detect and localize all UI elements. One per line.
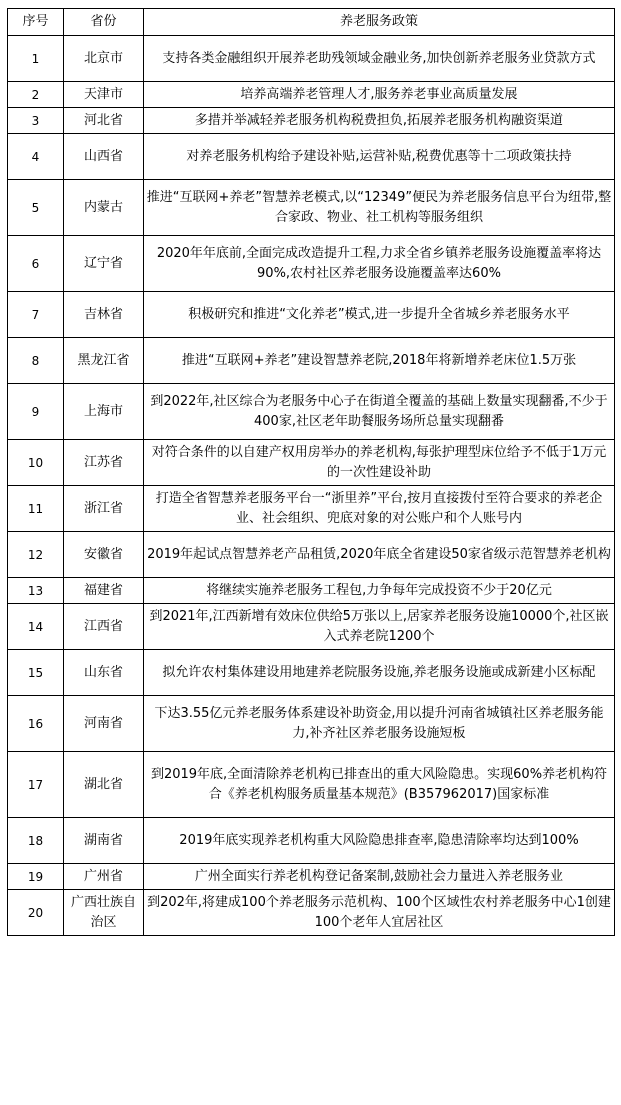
table-row (8, 818, 615, 864)
table-row (8, 578, 615, 604)
row-number: 5 (8, 180, 64, 236)
table-row (8, 384, 615, 440)
row-policy: 2020年年底前,全面完成改造提升工程,力求全省乡镇养老服务设施覆盖率将达90%,农村社区养老服务设施覆盖率达60% (144, 236, 615, 292)
table-header-row (8, 9, 615, 36)
row-policy: 打造全省智慧养老服务平台一“浙里养”平台,按月直接拨付至符合要求的养老企业、社会组织、兜底对象的对公账户和个人账号内 (144, 486, 615, 532)
table-row (8, 890, 615, 936)
row-province: 天津市 (64, 82, 144, 108)
table-row (8, 440, 615, 486)
row-policy: 支持各类金融组织开展养老助残领域金融业务,加快创新养老服务业贷款方式 (144, 36, 615, 82)
row-policy: 积极研究和推进“文化养老”模式,进一步提升全省城乡养老服务水平 (144, 292, 615, 338)
row-policy: 到2021年,江西新增有效床位供给5万张以上,居家养老服务设施10000个,社区嵌入式养老院1200个 (144, 604, 615, 650)
elderly-care-policy-table (7, 8, 615, 936)
table-row (8, 532, 615, 578)
row-number: 15 (8, 650, 64, 696)
row-number: 12 (8, 532, 64, 578)
table-row (8, 486, 615, 532)
table-row (8, 864, 615, 890)
table-row (8, 82, 615, 108)
row-number: 4 (8, 134, 64, 180)
table-row (8, 108, 615, 134)
row-province: 福建省 (64, 578, 144, 604)
row-number: 6 (8, 236, 64, 292)
row-province: 黑龙江省 (64, 338, 144, 384)
row-province: 江苏省 (64, 440, 144, 486)
row-number: 8 (8, 338, 64, 384)
row-province: 山西省 (64, 134, 144, 180)
row-policy: 到202年,将建成100个养老服务示范机构、100个区域性农村养老服务中心1创建100个老年人宜居社区 (144, 890, 615, 936)
row-policy: 将继续实施养老服务工程包,力争每年完成投资不少于20亿元 (144, 578, 615, 604)
row-number: 11 (8, 486, 64, 532)
table-row (8, 236, 615, 292)
row-policy: 推进“互联网+养老”建设智慧养老院,2018年将新增养老床位1.5万张 (144, 338, 615, 384)
row-policy: 对符合条件的以自建产权用房举办的养老机构,每张护理型床位给予不低于1万元的一次性建设补助 (144, 440, 615, 486)
row-policy: 对养老服务机构给予建设补贴,运营补贴,税费优惠等十二项政策扶持 (144, 134, 615, 180)
table-row (8, 180, 615, 236)
row-number: 1 (8, 36, 64, 82)
row-number: 17 (8, 752, 64, 818)
row-number: 7 (8, 292, 64, 338)
row-province: 山东省 (64, 650, 144, 696)
row-province: 广西壮族自治区 (64, 890, 144, 936)
row-number: 2 (8, 82, 64, 108)
row-province: 湖南省 (64, 818, 144, 864)
table-row (8, 752, 615, 818)
table-row (8, 134, 615, 180)
header-policy: 养老服务政策 (144, 9, 615, 36)
row-policy: 到2022年,社区综合为老服务中心子在街道全覆盖的基础上数量实现翻番,不少于400家,社区老年助餐服务场所总量实现翻番 (144, 384, 615, 440)
row-number: 13 (8, 578, 64, 604)
row-policy: 下达3.55亿元养老服务体系建设补助资金,用以提升河南省城镇社区养老服务能力,补齐社区养老服务设施短板 (144, 696, 615, 752)
row-number: 16 (8, 696, 64, 752)
table-row (8, 650, 615, 696)
row-number: 18 (8, 818, 64, 864)
table-row (8, 338, 615, 384)
row-policy: 2019年底实现养老机构重大风险隐患排查率,隐患清除率均达到100% (144, 818, 615, 864)
row-number: 3 (8, 108, 64, 134)
row-province: 北京市 (64, 36, 144, 82)
row-policy: 到2019年底,全面清除养老机构已排查出的重大风险隐患。实现60%养老机构符合《养老机构服务质量基本规范》(B357962017)国家标准 (144, 752, 615, 818)
row-policy: 培养高端养老管理人才,服务养老事业高质量发展 (144, 82, 615, 108)
row-province: 广州省 (64, 864, 144, 890)
row-policy: 2019年起试点智慧养老产品租赁,2020年底全省建设50家省级示范智慧养老机构 (144, 532, 615, 578)
row-policy: 多措并举减轻养老服务机构税费担负,拓展养老服务机构融资渠道 (144, 108, 615, 134)
row-number: 20 (8, 890, 64, 936)
header-no: 序号 (8, 9, 64, 36)
row-number: 14 (8, 604, 64, 650)
table-row (8, 292, 615, 338)
row-province: 安徽省 (64, 532, 144, 578)
row-province: 吉林省 (64, 292, 144, 338)
row-province: 上海市 (64, 384, 144, 440)
table-row (8, 36, 615, 82)
row-number: 9 (8, 384, 64, 440)
row-number: 10 (8, 440, 64, 486)
row-province: 浙江省 (64, 486, 144, 532)
row-policy: 拟允许农村集体建设用地建养老院服务设施,养老服务设施或成新建小区标配 (144, 650, 615, 696)
row-policy: 广州全面实行养老机构登记备案制,鼓励社会力量进入养老服务业 (144, 864, 615, 890)
row-province: 江西省 (64, 604, 144, 650)
row-province: 辽宁省 (64, 236, 144, 292)
table-row (8, 604, 615, 650)
row-province: 河北省 (64, 108, 144, 134)
row-province: 湖北省 (64, 752, 144, 818)
row-province: 河南省 (64, 696, 144, 752)
row-policy: 推进“互联网+养老”智慧养老模式,以“12349”便民为养老服务信息平台为纽带,整合家政、物业、社工机构等服务组织 (144, 180, 615, 236)
table-row (8, 696, 615, 752)
row-number: 19 (8, 864, 64, 890)
header-province: 省份 (64, 9, 144, 36)
row-province: 内蒙古 (64, 180, 144, 236)
table-body (8, 36, 615, 936)
